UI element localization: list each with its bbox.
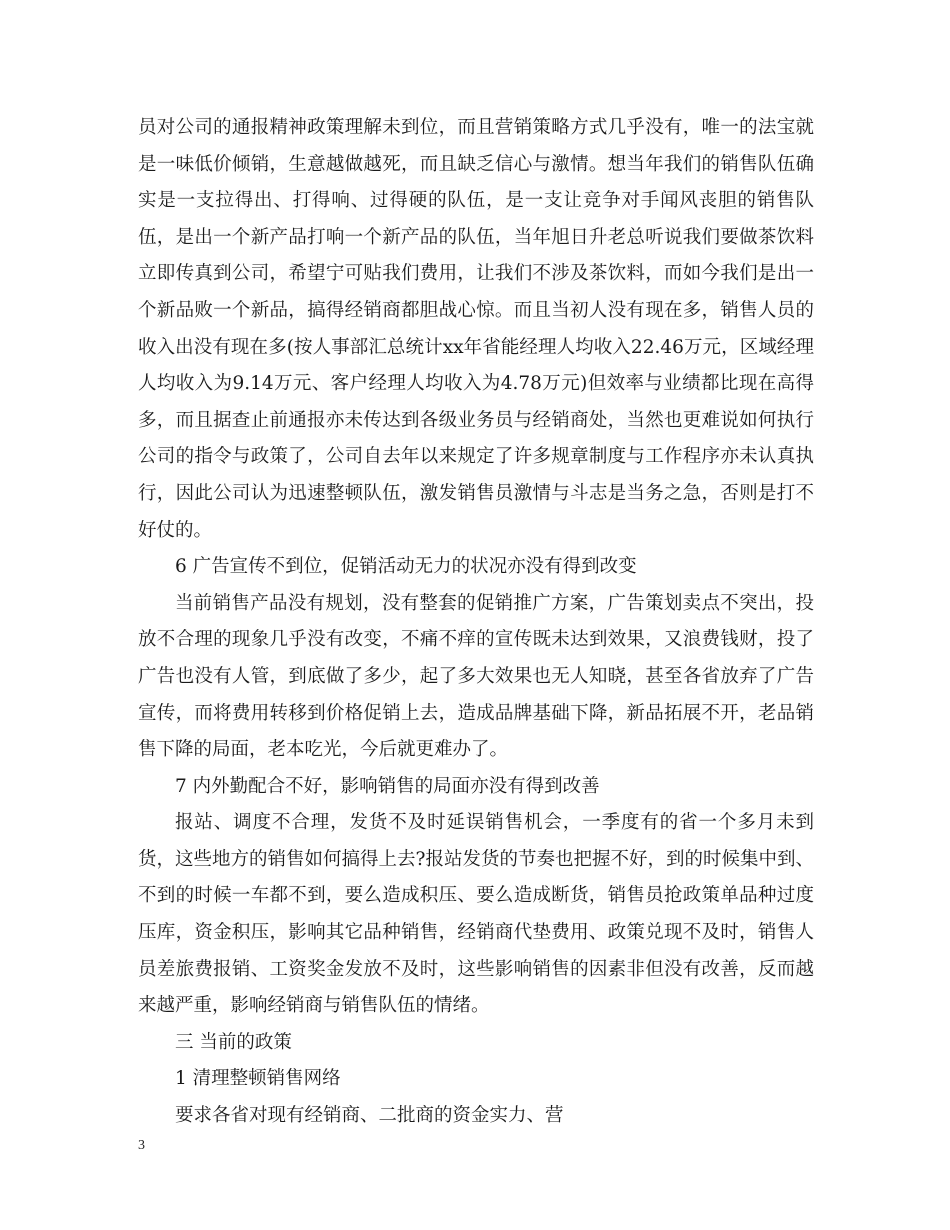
section-heading: 1 清理整顿销售网络 [175,1068,341,1090]
paragraph: 要求各省对现有经销商、二批商的资金实力、营 [175,1105,564,1127]
section-heading: 7 内外勤配合不好，影响销售的局面亦没有得到改善 [175,775,600,797]
paragraph: 报站、调度不合理，发货不及时延误销售机会，一季度有的省一个多月未到货，这些地方的销售如何搞得上去?报站发货的节奏也把握不好，到的时候集中到、不到的时候一车都不到，要么造成积压、要么造成断货，销售员抢政策单品种过度压库，资金积压，影响其它品种销售，经销商代垫费用、政策兑现不及时，销售人员差旅费报销、工资奖金发放不及时，这些影响销售的因素非但没有改善，反而越来越严重，影响经销商与销售队伍的情绪。 [138,812,814,1017]
section-heading: 6 广告宣传不到位，促销活动无力的状况亦没有得到改变 [175,556,637,578]
page-number: 3 [138,1138,145,1153]
chapter-heading: 三 当前的政策 [175,1031,292,1053]
paragraph: 员对公司的通报精神政策理解未到位，而且营销策略方式几乎没有，唯一的法宝就是一味低价倾销，生意越做越死，而且缺乏信心与激情。想当年我们的销售队伍确实是一支拉得出、打得响、过得硬的队伍，是一支让竞争对手闻风丧胆的销售队伍，是出一个新产品打响一个新产品的队伍，当年旭日升老总听说我们要做茶饮料立即传真到公司，希望宁可贴我们费用，让我们不涉及茶饮料，而如今我们是出一个新品败一个新品，搞得经销商都胆战心惊。而且当初人没有现在多，销售人员的收入出没有现在多(按人事部汇总统计xx年省能经理人均收入22.46万元，区域经理人均收入为9.14万元、客户经理人均收入为4.78万元)但效率与业绩都比现在高得多，而且据查止前通报亦未传达到各级业务员与经销商处，当然也更难说如何执行公司的指令与政策了，公司自去年以来规定了许多规章制度与工作程序亦未认真执行，因此公司认为迅速整顿队伍，激发销售员激情与斗志是当务之急，否则是打不好仗的。 [138,117,814,541]
document-body [138,110,814,1135]
paragraph: 当前销售产品没有规划，没有整套的促销推广方案，广告策划卖点不突出，投放不合理的现象几乎没有改变，不痛不痒的宣传既未达到效果，又浪费钱财，投了广告也没有人管，到底做了多少，起了多大效果也无人知晓，甚至各省放弃了广告宣传，而将费用转移到价格促销上去，造成品牌基础下降，新品拓展不开，老品销售下降的局面，老本吃光，今后就更难办了。 [138,592,814,761]
